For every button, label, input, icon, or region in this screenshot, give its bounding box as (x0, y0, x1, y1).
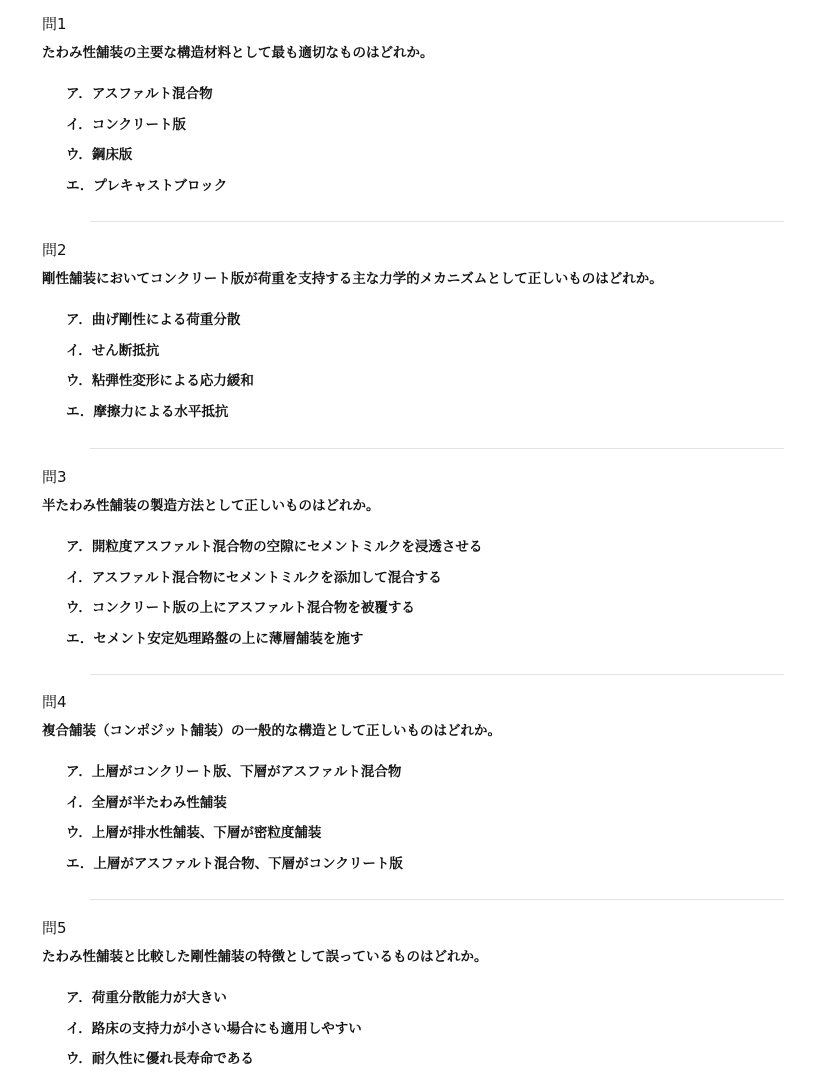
option-u: ウ．粘弾性変形による応力緩和 (66, 373, 254, 389)
question-text: たわみ性舗装と比較した剛性舗装の特徴として誤っているものはどれか。 (42, 949, 488, 965)
option-a: ア．荷重分散能力が大きい (66, 990, 227, 1006)
option-i: イ．アスファルト混合物にセメントミルクを添加して混合する (66, 570, 442, 586)
divider (90, 899, 784, 900)
option-i: イ．せん断抵抗 (66, 343, 160, 359)
option-u: ウ．上層が排水性舗装、下層が密粒度舗装 (66, 825, 322, 841)
question-text: 剛性舗装においてコンクリート版が荷重を支持する主な力学的メカニズムとして正しいものはどれか。 (42, 271, 663, 287)
question-text: たわみ性舗装の主要な構造材料として最も適切なものはどれか。 (42, 45, 434, 61)
option-u: ウ．耐久性に優れ長寿命である (66, 1051, 254, 1067)
option-a: ア．アスファルト混合物 (66, 86, 213, 102)
option-u: ウ．コンクリート版の上にアスファルト混合物を被覆する (66, 600, 415, 616)
question-text: 半たわみ性舗装の製造方法として正しいものはどれか。 (42, 498, 380, 514)
question-number: 問5 (42, 919, 67, 937)
question-number: 問1 (42, 15, 67, 33)
divider (90, 448, 784, 449)
option-i: イ．路床の支持力が小さい場合にも適用しやすい (66, 1021, 362, 1037)
option-u: ウ．鋼床版 (66, 147, 133, 163)
option-e: エ．上層がアスファルト混合物、下層がコンクリート版 (66, 856, 403, 872)
option-a: ア．開粒度アスファルト混合物の空隙にセメントミルクを浸透させる (66, 539, 483, 555)
option-i: イ．全層が半たわみ性舗装 (66, 795, 227, 811)
divider (90, 221, 784, 222)
option-a: ア．曲げ剛性による荷重分散 (66, 312, 241, 328)
option-a: ア．上層がコンクリート版、下層がアスファルト混合物 (66, 764, 402, 780)
question-number: 問3 (42, 468, 67, 486)
option-e: エ．セメント安定処理路盤の上に薄層舗装を施す (66, 631, 364, 647)
question-text: 複合舗装（コンポジット舗装）の一般的な構造として正しいものはどれか。 (42, 723, 501, 739)
divider (90, 674, 784, 675)
option-i: イ．コンクリート版 (66, 117, 187, 133)
question-number: 問2 (42, 241, 67, 259)
question-number: 問4 (42, 693, 67, 711)
option-e: エ．プレキャストブロック (66, 178, 228, 194)
option-e: エ．摩擦力による水平抵抗 (66, 404, 229, 420)
